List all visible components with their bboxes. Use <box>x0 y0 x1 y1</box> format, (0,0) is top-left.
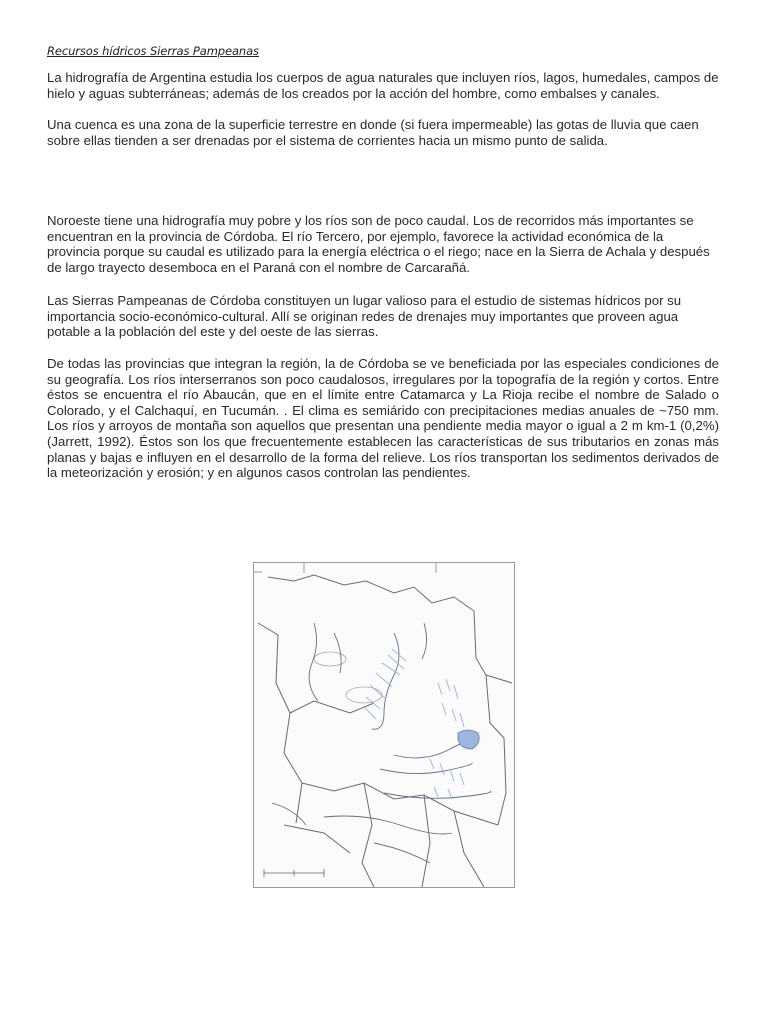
document-title: Recursos hídricos Sierras Pampeanas <box>47 44 259 58</box>
paragraph-northwest: Noroeste tiene una hidrografía muy pobre y los ríos son de poco caudal. Los de recorridos más importantes se encuentran en la provincia de Córdoba. El río Tercero, por ejemplo, favorece la actividad económica de la provincia porque su caudal es utilizado para la energía eléctrica o el riego; nace en la Sierra de Achala y después de largo trayecto desemboca en el Paraná con el nombre de Carcarañá. <box>47 213 710 275</box>
paragraph-basin: Una cuenca es una zona de la superficie terrestre en donde (si fuera impermeable) las gotas de lluvia que caen sobre ellas tienden a ser drenadas por el sistema de corrientes hacia un mismo punto de salida. <box>47 117 699 148</box>
paragraph-sierras: Las Sierras Pampeanas de Córdoba constituyen un lugar valioso para el estudio de sistemas hídricos por su importancia socio-económico-cultural. Allí se originan redes de drenajes muy importantes que proveen agua potable a la población del este y del oeste de las sierras. <box>47 293 682 340</box>
map-illustration <box>254 563 514 887</box>
paragraph-hydrography: La hidrografía de Argentina estudia los cuerpos de agua naturales que incluyen ríos, lagos, humedales, campos de hielo y aguas subterráneas; además de los creados por la acción del hombre, como embalses y canales. <box>47 70 719 101</box>
paragraph-cordoba: De todas las provincias que integran la región, la de Córdoba se ve beneficiada por las especiales condiciones de su geografía. Los ríos interserranos son poco caudalosos, irregulares por la topografía de la región y cortos. Entre éstos se encuentra el río Abaucán, que en el límite entre Catamarca y La Rioja recibe el nombre de Salado o Colorado, y el Calchaquí, en Tucumán. . El clima es semiárido con precipitaciones medias anuales de ~750 mm. Los ríos y arroyos de montaña son aquellos que presentan una pendiente media mayor o igual a 2 m km-1 (0,2%) (Jarrett, 1992). Éstos son los que frecuentemente establecen las características de sus tributarios en zonas más planas y bajas e influyen en el desarrollo de la forma del relieve. Los ríos transportan los sedimentos derivados de la meteorización y erosión; y en algunos casos controlan las pendientes. <box>47 356 719 481</box>
hydrographic-map <box>253 562 515 888</box>
